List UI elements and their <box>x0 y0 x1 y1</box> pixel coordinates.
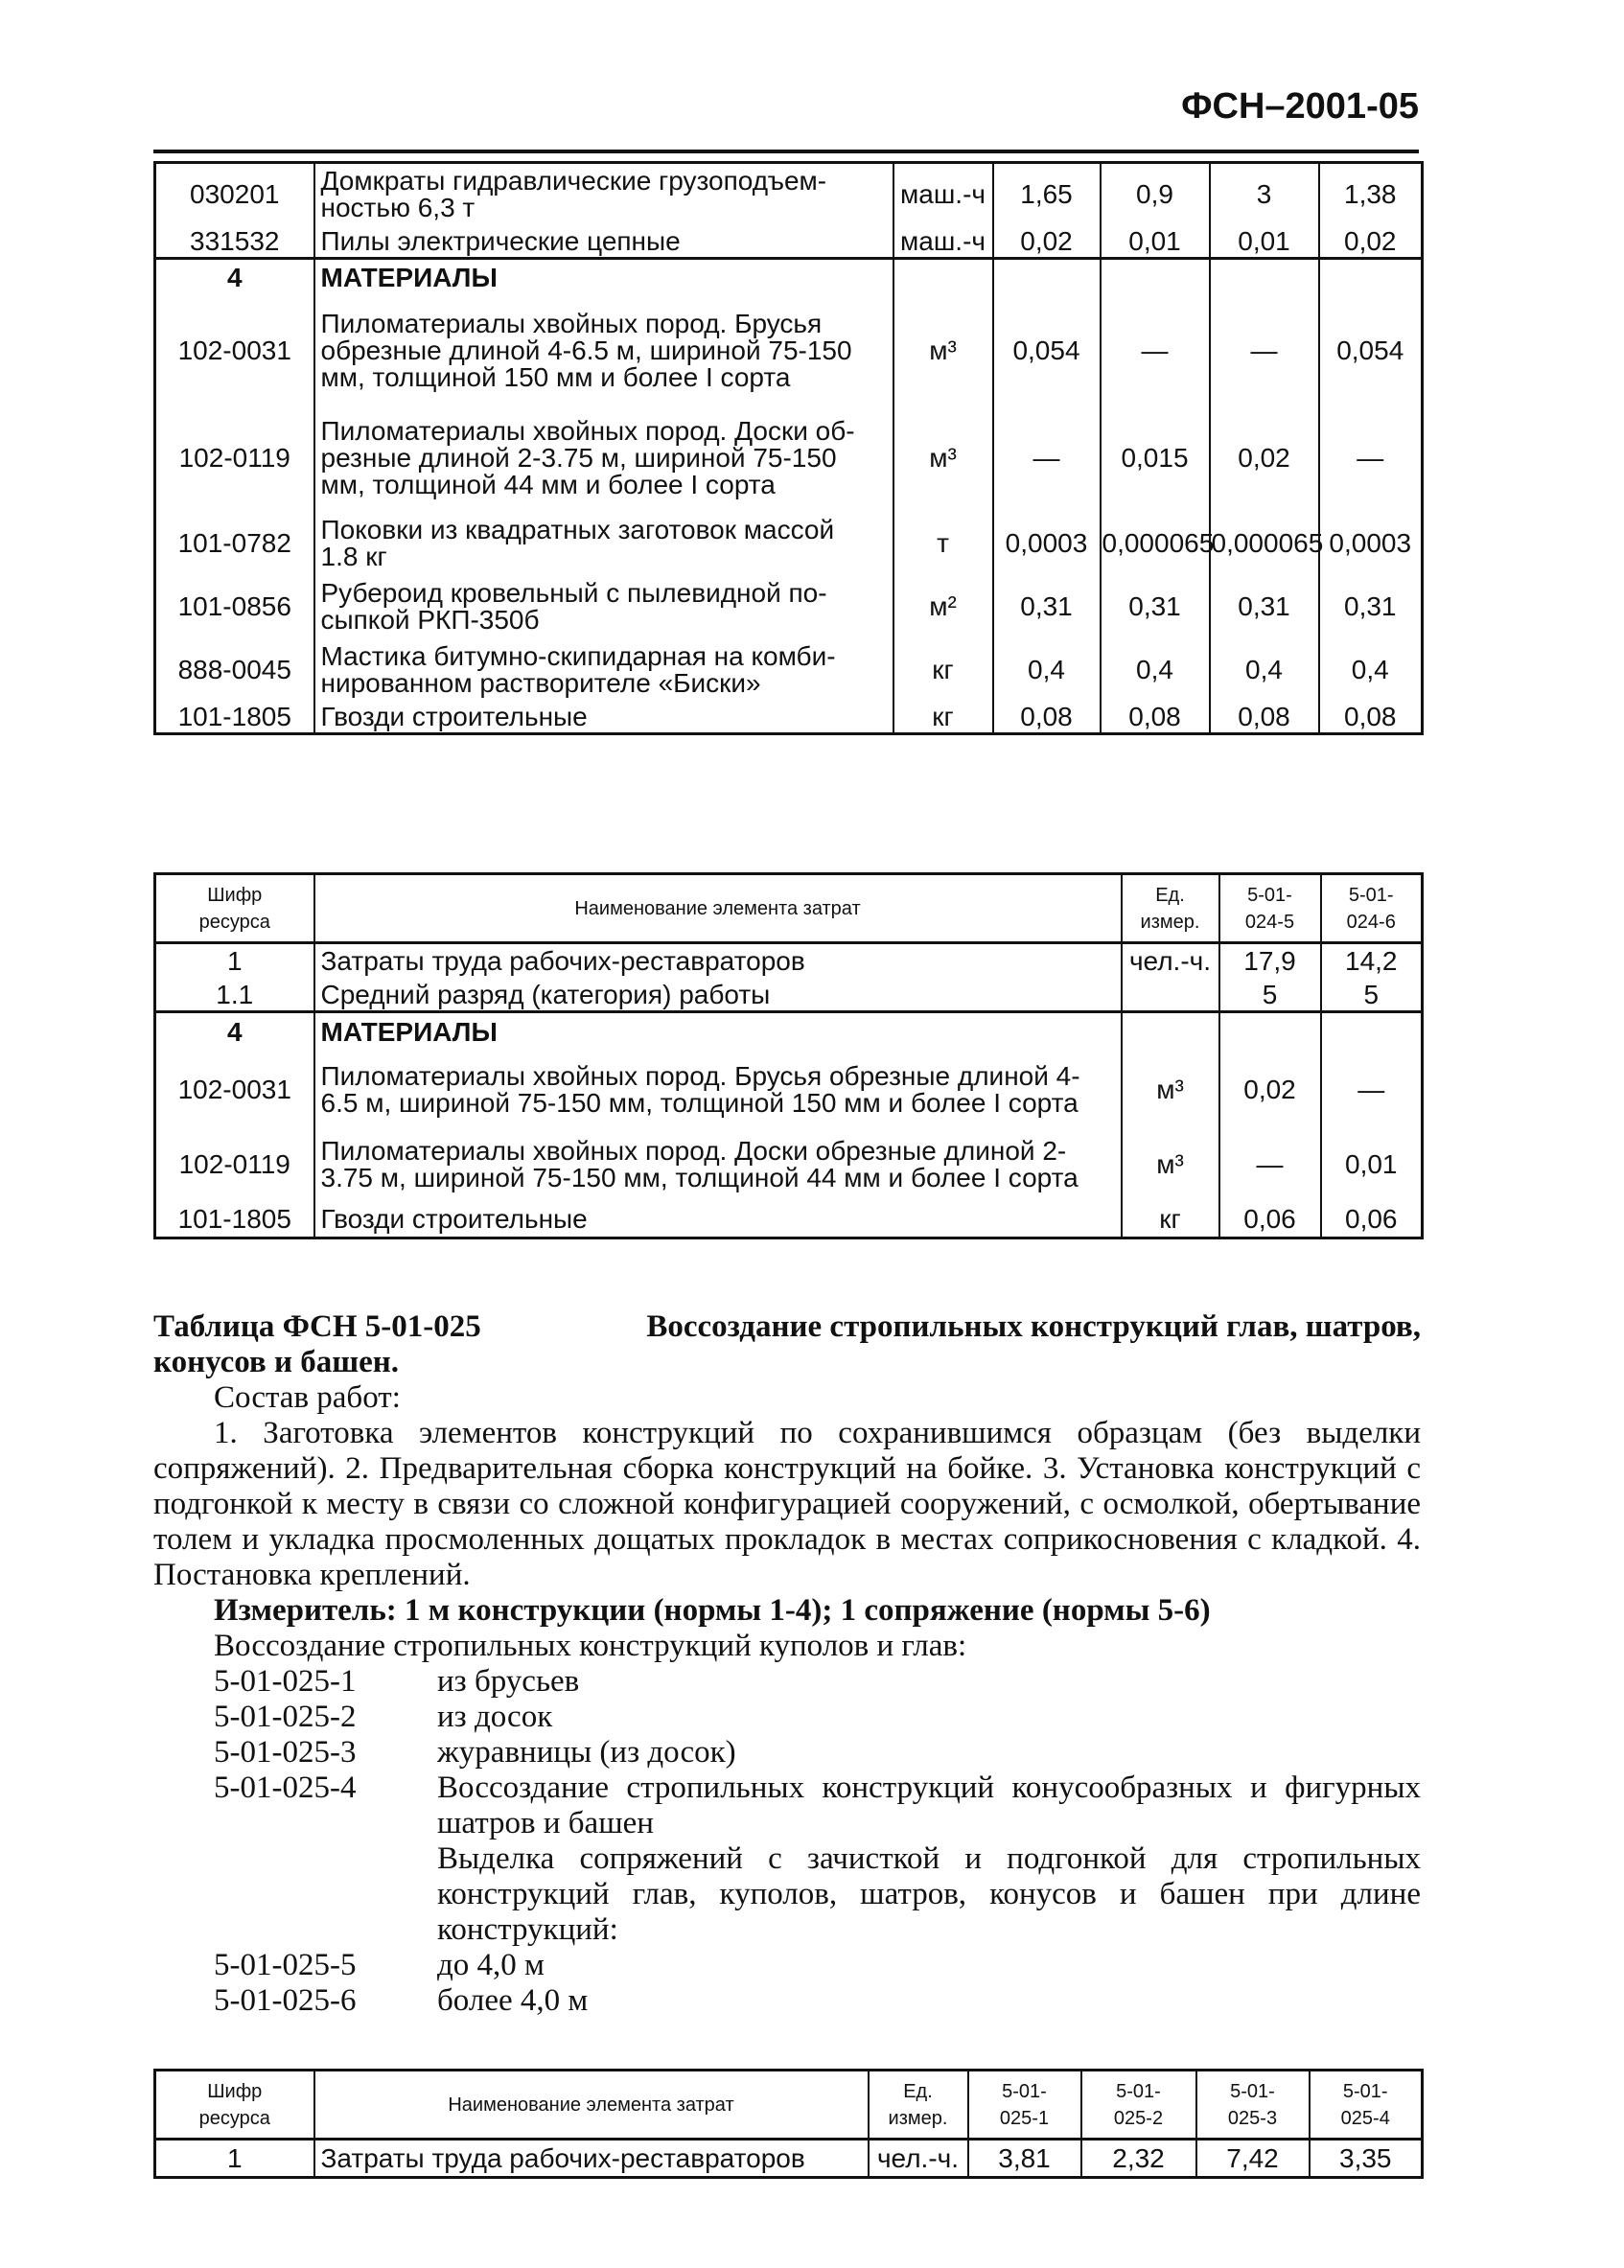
subintro-row <box>153 1841 1421 1948</box>
norm-item <box>153 1735 1421 1770</box>
norm-value <box>1210 259 1319 297</box>
resource-code: 101-1805 <box>155 702 314 734</box>
column-header-name: Наименование элемента затрат <box>314 2071 869 2140</box>
unit-of-measure: кг <box>1122 1202 1219 1238</box>
table-row <box>155 1202 1423 1238</box>
table-row <box>155 163 1423 226</box>
norm-value: 0,31 <box>1101 575 1210 638</box>
resource-name: Поковки из квадратных заготовок массой 1.8 кг <box>314 512 893 575</box>
unit-of-measure: чел.-ч. <box>869 2140 968 2178</box>
column-header-norm: 5-01- 025-2 <box>1081 2071 1196 2140</box>
table-row <box>155 1012 1423 1053</box>
page-header <box>153 86 1419 153</box>
norm-text: до 4,0 м <box>437 1948 545 1982</box>
composition-text: 1. Заготовка элементов конструкций по сохранившимся образцам (без выделки сопряжений). 2. Предварительная сборка конструкций на бойке. 3. Установка конструкций с подгонкой к месту в связи со сложной конфигурацией сооружений, с осмолкой, обертывание толем и укладка просмоленных дощатых прокладок в местах соприкосновения с кладкой. 4. Постановка креплений. <box>153 1416 1421 1592</box>
table-row <box>155 980 1423 1012</box>
column-header-name: Наименование элемента затрат <box>314 874 1122 943</box>
norm-value: 0,06 <box>1321 1202 1423 1238</box>
norm-value: 0,08 <box>1210 702 1319 734</box>
norm-value: 2,32 <box>1081 2140 1196 2178</box>
norm-value: 0,000065 <box>1101 512 1210 575</box>
norm-value: 3,35 <box>1310 2140 1423 2178</box>
resource-code: 1 <box>155 943 314 980</box>
norm-value: 5 <box>1321 980 1423 1012</box>
meter-line: Измеритель: 1 м конструкции (нормы 1-4); 1 сопряжение (нормы 5-6) <box>214 1593 1211 1628</box>
norm-value: 0,4 <box>993 638 1101 702</box>
norm-value <box>1319 259 1423 297</box>
resource-code: 030201 <box>155 163 314 226</box>
norm-value: 0,31 <box>993 575 1101 638</box>
unit-of-measure: чел.-ч. <box>1122 943 1219 980</box>
norm-value: 0,054 <box>993 297 1101 405</box>
norm-value: 17,9 <box>1219 943 1321 980</box>
section-title <box>153 1309 1421 1345</box>
table-row <box>155 226 1423 259</box>
norm-value <box>993 259 1101 297</box>
norm-value: 3 <box>1210 163 1319 226</box>
resource-code: 331532 <box>155 226 314 259</box>
norm-value: 0,01 <box>1321 1127 1423 1202</box>
norm-code: 5-01-025-3 <box>214 1735 357 1770</box>
resource-table-3 <box>153 2069 1424 2179</box>
resource-code: 1 <box>155 2140 314 2178</box>
column-header-code: Шифр ресурса <box>155 2071 314 2140</box>
norms-list-2 <box>153 1948 1421 2019</box>
resource-name: Гвозди строительные <box>314 702 893 734</box>
resource-code: 4 <box>155 259 314 297</box>
norm-value: 0,02 <box>1219 1053 1321 1127</box>
section-title-continuation: конусов и башен. <box>153 1345 400 1379</box>
norm-code: 5-01-025-6 <box>214 1983 357 2018</box>
norm-item <box>153 1664 1421 1700</box>
norm-value: 0,000065 <box>1210 512 1319 575</box>
table-section-5-01-025 <box>153 1309 1421 2019</box>
resource-name: МАТЕРИАЛЫ <box>314 259 893 297</box>
norm-value: 0,06 <box>1219 1202 1321 1238</box>
table-header-row <box>155 2071 1423 2140</box>
norm-value: 0,02 <box>1210 405 1319 512</box>
resource-name: Рубероид кровельный с пылевидной по- сыпкой РКП-350б <box>314 575 893 638</box>
table-row <box>155 943 1423 980</box>
resource-code: 4 <box>155 1012 314 1053</box>
norm-value: 0,0003 <box>1319 512 1423 575</box>
unit-of-measure <box>893 259 993 297</box>
table-row <box>155 405 1423 512</box>
column-header-norm: 5-01- 025-1 <box>968 2071 1081 2140</box>
norm-value <box>1321 1012 1423 1053</box>
norm-value: 0,4 <box>1319 638 1423 702</box>
norm-value: 0,02 <box>1319 226 1423 259</box>
resource-code: 102-0119 <box>155 405 314 512</box>
resource-name: Средний разряд (категория) работы <box>314 980 1122 1012</box>
resource-name: Домкраты гидравлические грузоподъем- ностью 6,3 т <box>314 163 893 226</box>
unit-of-measure: т <box>893 512 993 575</box>
norm-text: из досок <box>437 1700 553 1734</box>
resource-code: 101-0782 <box>155 512 314 575</box>
unit-of-measure <box>1122 980 1219 1012</box>
norm-value: 0,02 <box>993 226 1101 259</box>
norm-item <box>153 1983 1421 2019</box>
norm-value: — <box>1101 297 1210 405</box>
resource-code: 101-0856 <box>155 575 314 638</box>
norm-value: 0,4 <box>1210 638 1319 702</box>
unit-of-measure <box>1122 1012 1219 1053</box>
norm-value: 0,08 <box>1101 702 1210 734</box>
column-header-norm: 5-01- 024-5 <box>1219 874 1321 943</box>
norm-value: — <box>1319 405 1423 512</box>
section-title-left: Таблица ФСН 5-01-025 <box>153 1309 481 1344</box>
unit-of-measure: маш.-ч <box>893 163 993 226</box>
norm-code: 5-01-025-4 <box>214 1770 357 1805</box>
table-row <box>155 2140 1423 2178</box>
resource-name: Пилы электрические цепные <box>314 226 893 259</box>
column-header-norm: 5-01- 025-4 <box>1310 2071 1423 2140</box>
norm-item <box>153 1700 1421 1735</box>
norm-value: 3,81 <box>968 2140 1081 2178</box>
resource-name: Пиломатериалы хвойных пород. Доски об- резные длиной 2-3.75 м, шириной 75-150 мм, толщиной 44 мм и более I сорта <box>314 405 893 512</box>
table-header-row <box>155 874 1423 943</box>
column-header-norm: 5-01- 025-3 <box>1196 2071 1310 2140</box>
resource-name: Гвозди строительные <box>314 1202 1122 1238</box>
norm-text: более 4,0 м <box>437 1983 589 2018</box>
table-row <box>155 575 1423 638</box>
resource-code: 102-0031 <box>155 1053 314 1127</box>
unit-of-measure: м³ <box>893 405 993 512</box>
norm-text: журавницы (из досок) <box>437 1735 736 1770</box>
unit-of-measure: м² <box>893 575 993 638</box>
resource-code: 101-1805 <box>155 1202 314 1238</box>
unit-of-measure: кг <box>893 702 993 734</box>
norms-intro: Воссоздание стропильных конструкций куполов и глав: <box>214 1629 967 1663</box>
norm-value: 0,054 <box>1319 297 1423 405</box>
table-row <box>155 297 1423 405</box>
column-header-norm: 5-01- 024-6 <box>1321 874 1423 943</box>
resource-table-1 <box>153 161 1424 735</box>
norm-value <box>1101 259 1210 297</box>
norm-value: 0,08 <box>993 702 1101 734</box>
norm-value: 0,01 <box>1101 226 1210 259</box>
norm-value: 0,08 <box>1319 702 1423 734</box>
norm-value: 5 <box>1219 980 1321 1012</box>
unit-of-measure: м³ <box>1122 1053 1219 1127</box>
table-row <box>155 1127 1423 1202</box>
unit-of-measure: м³ <box>1122 1127 1219 1202</box>
resource-name: Пиломатериалы хвойных пород. Доски обрезные длиной 2- 3.75 м, шириной 75-150 мм, толщиной 44 мм и более I сорта <box>314 1127 1122 1202</box>
norm-value: 0,9 <box>1101 163 1210 226</box>
norm-value: — <box>993 405 1101 512</box>
norm-item <box>153 1770 1421 1841</box>
table-row <box>155 259 1423 297</box>
norm-code: 5-01-025-1 <box>214 1664 357 1699</box>
document-code: ФСН–2001-05 <box>1181 86 1419 127</box>
unit-of-measure: маш.-ч <box>893 226 993 259</box>
norm-value: 0,0003 <box>993 512 1101 575</box>
table-row <box>155 512 1423 575</box>
resource-code: 888-0045 <box>155 638 314 702</box>
resource-code: 1.1 <box>155 980 314 1012</box>
unit-of-measure: м³ <box>893 297 993 405</box>
norm-value: — <box>1219 1127 1321 1202</box>
norm-code: 5-01-025-2 <box>214 1700 357 1734</box>
resource-code: 102-0119 <box>155 1127 314 1202</box>
resource-table-2 <box>153 872 1424 1239</box>
unit-of-measure: кг <box>893 638 993 702</box>
norm-value: 1,65 <box>993 163 1101 226</box>
resource-code: 102-0031 <box>155 297 314 405</box>
resource-name: Затраты труда рабочих-реставраторов <box>314 2140 869 2178</box>
norm-value: 0,31 <box>1319 575 1423 638</box>
norm-value: 7,42 <box>1196 2140 1310 2178</box>
resource-name: Мастика битумно-скипидарная на комби- нированном растворителе «Биски» <box>314 638 893 702</box>
norm-value: — <box>1321 1053 1423 1127</box>
norm-value: — <box>1210 297 1319 405</box>
norms-subintro: Выделка сопряжений с зачисткой и подгонкой для стропильных конструкций глав, куполов, шатров, конусов и башен при длине конструкций: <box>437 1841 1421 1947</box>
norm-item <box>153 1948 1421 1983</box>
norms-list <box>153 1664 1421 1841</box>
column-header-unit: Ед. измер. <box>1122 874 1219 943</box>
column-header-unit: Ед. измер. <box>869 2071 968 2140</box>
table-row <box>155 638 1423 702</box>
resource-name: Пиломатериалы хвойных пород. Брусья обрезные длиной 4- 6.5 м, шириной 75-150 мм, толщиной 150 мм и более I сорта <box>314 1053 1122 1127</box>
norm-text: Воссоздание стропильных конструкций конусообразных и фигурных шатров и башен <box>437 1770 1421 1840</box>
norm-code: 5-01-025-5 <box>214 1948 357 1982</box>
resource-name: Пиломатериалы хвойных пород. Брусья обрезные длиной 4-6.5 м, шириной 75-150 мм, толщиной 150 мм и более I сорта <box>314 297 893 405</box>
norm-value: 1,38 <box>1319 163 1423 226</box>
resource-name: Затраты труда рабочих-реставраторов <box>314 943 1122 980</box>
norm-value: 0,4 <box>1101 638 1210 702</box>
norm-value <box>1219 1012 1321 1053</box>
resource-name: МАТЕРИАЛЫ <box>314 1012 1122 1053</box>
norm-value: 14,2 <box>1321 943 1423 980</box>
table-row <box>155 702 1423 734</box>
norm-text: из брусьев <box>437 1664 580 1699</box>
section-title-right: Воссоздание стропильных конструкций глав, шатров, <box>646 1309 1421 1344</box>
composition-label: Состав работ: <box>214 1380 401 1415</box>
norm-value: 0,015 <box>1101 405 1210 512</box>
table-row <box>155 1053 1423 1127</box>
norm-value: 0,31 <box>1210 575 1319 638</box>
column-header-code: Шифр ресурса <box>155 874 314 943</box>
norm-value: 0,01 <box>1210 226 1319 259</box>
